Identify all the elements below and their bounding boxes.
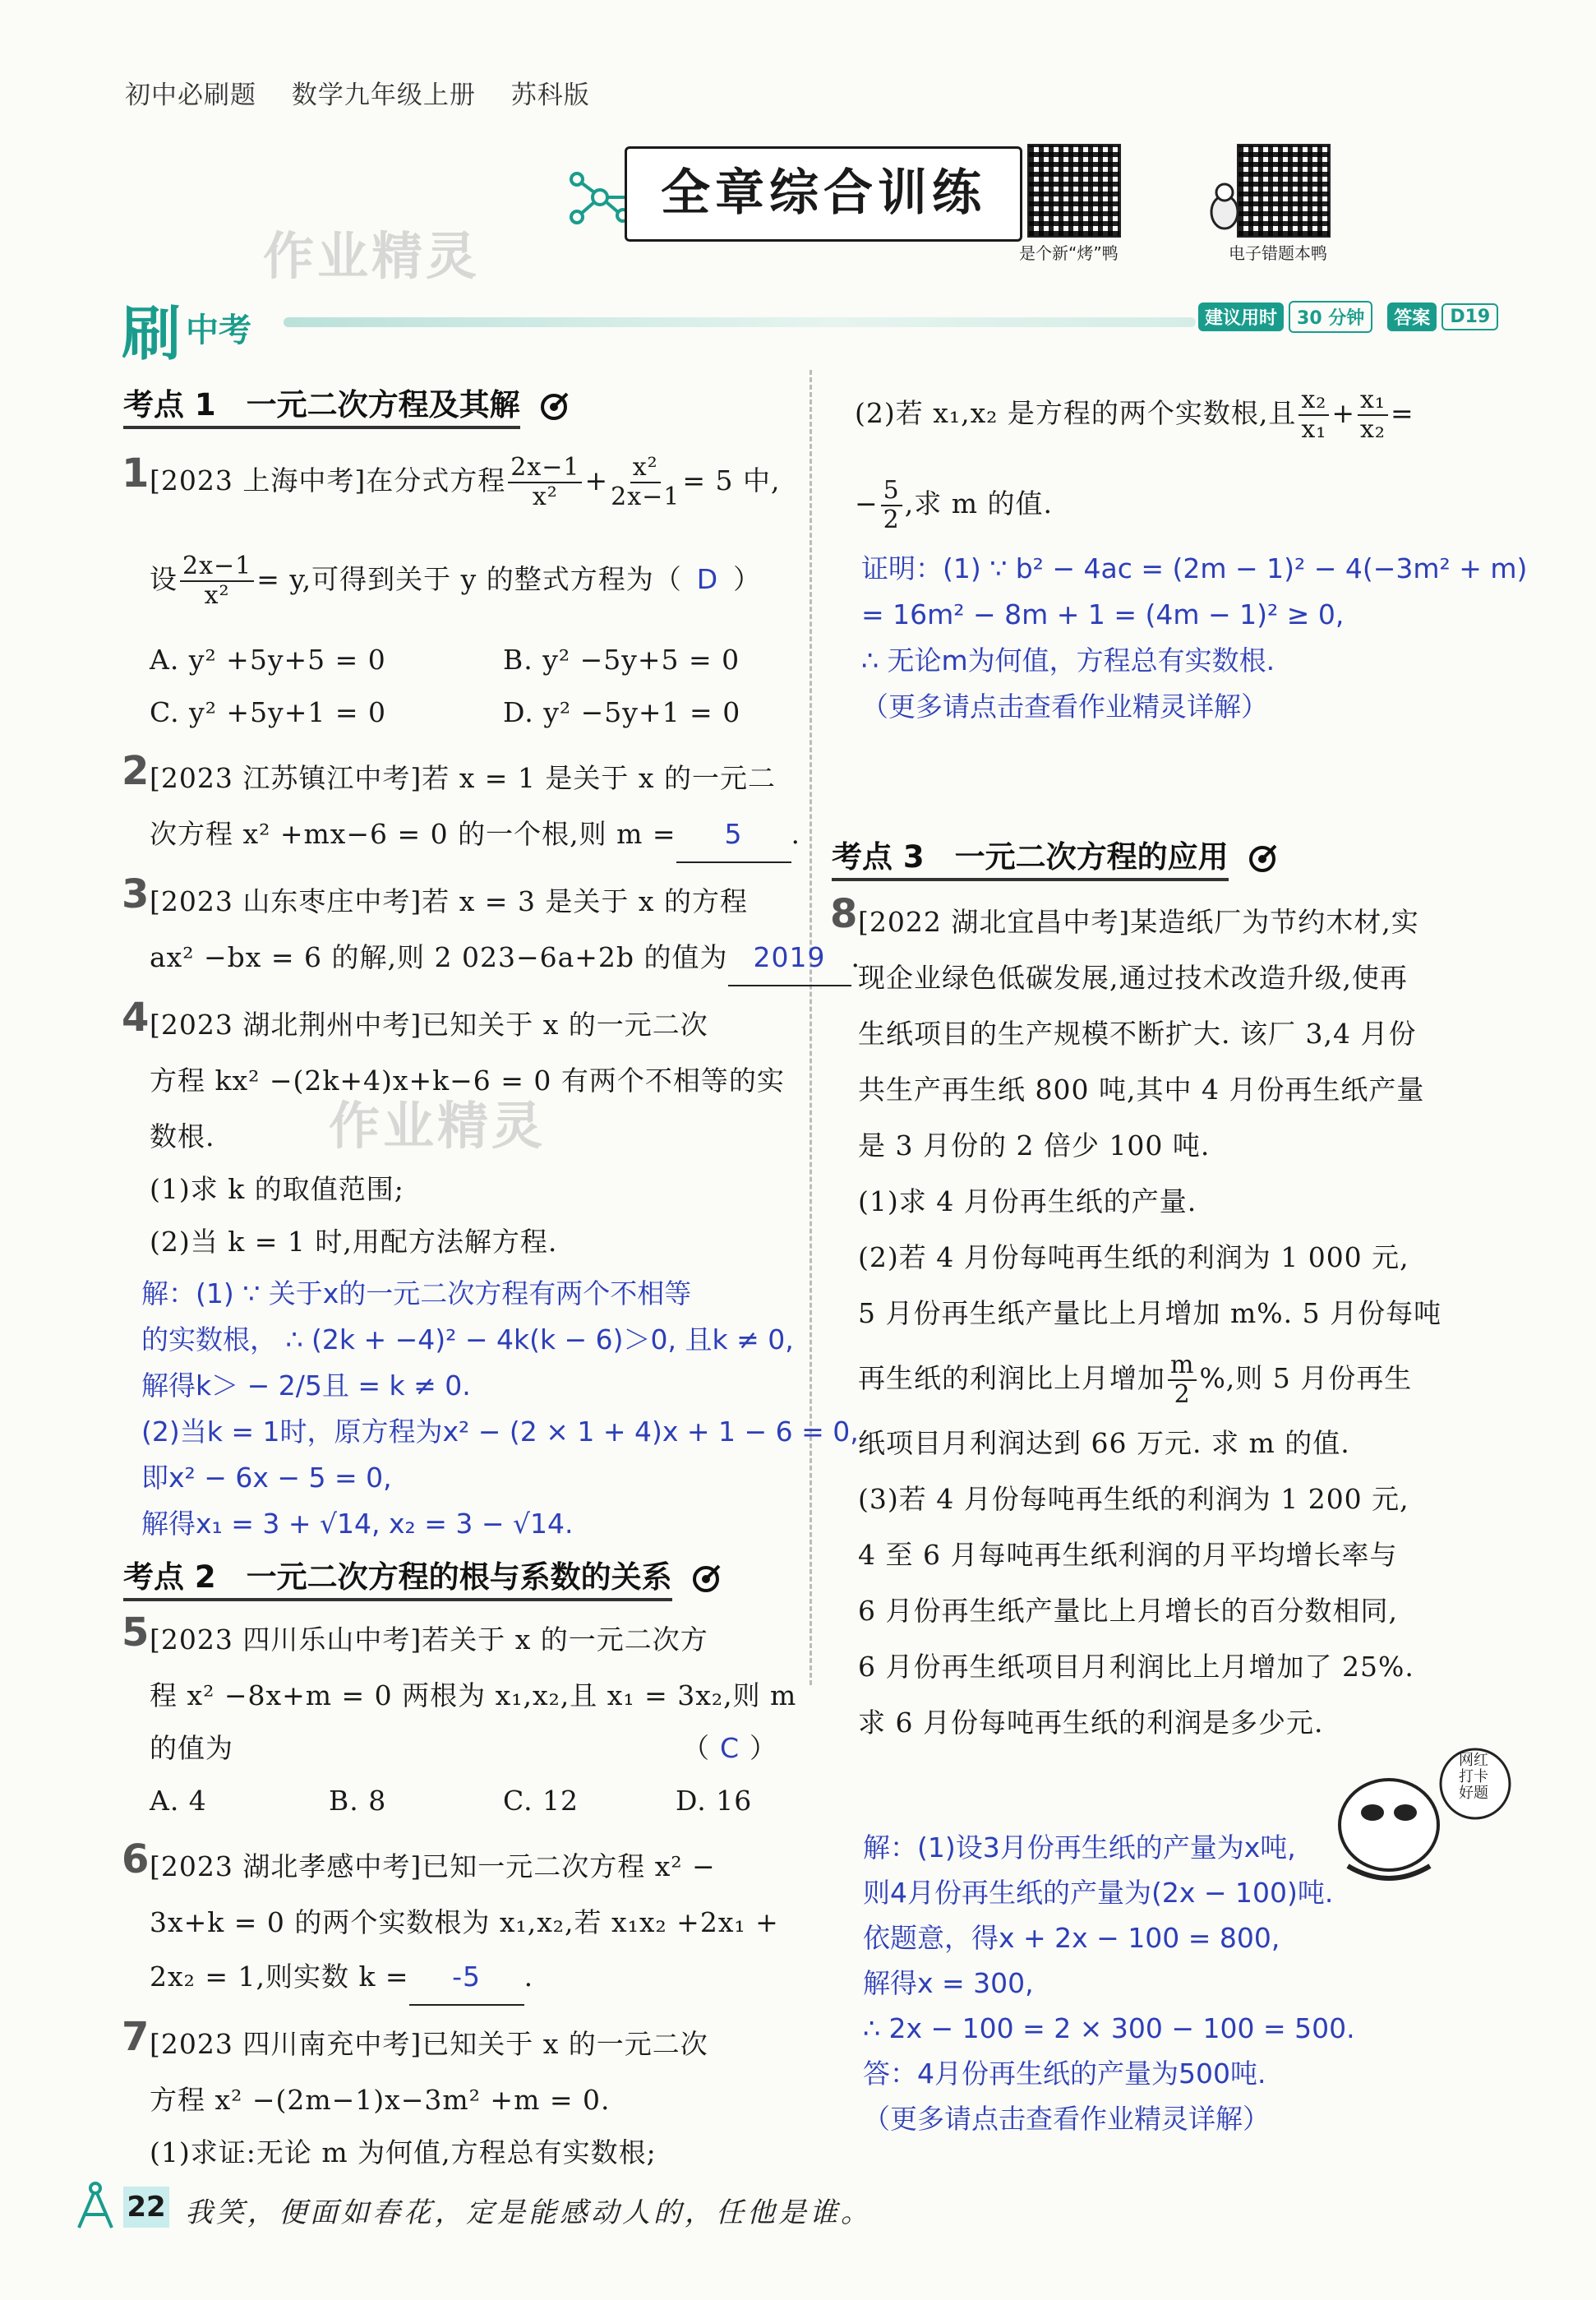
q1-option-a: A. y² +5y+5 = 0 (150, 644, 386, 676)
header-edition: 苏科版 (510, 81, 590, 110)
banner-zhongkao: 中考 (186, 312, 251, 349)
question-number: 4 (122, 995, 150, 1041)
q2-line-1: [2023 江苏镇江中考]若 x = 1 是关于 x 的一元二 (150, 762, 777, 794)
question-number: 5 (122, 1610, 150, 1656)
q5-line-1: [2023 四川乐山中考]若关于 x 的一元二次方 (150, 1623, 708, 1656)
watermark: 作业精灵 (263, 226, 481, 286)
q7-part-2-cont: − $\frac{5}{2}$ ,求 m 的值. (855, 476, 1054, 534)
q4-line-2: 方程 kx² −(2k+4)x+k−6 = 0 有两个不相等的实 (150, 1065, 785, 1097)
more-details-link[interactable]: （更多请点击查看作业精灵详解） (863, 2103, 1270, 2135)
footer-quote: 我笑，便面如春花，定是能感动人的，任他是谁。 (185, 2196, 872, 2229)
target-icon (690, 1563, 722, 1596)
chapter-title: 全章综合训练 (625, 146, 1022, 242)
section-2-title: 考点 2 一元二次方程的根与系数的关系 (123, 1552, 722, 1596)
q7-line-1: [2023 四川南充中考]已知关于 x 的一元二次 (150, 2028, 708, 2060)
q3-line-1: [2023 山东枣庄中考]若 x = 3 是关于 x 的方程 (150, 885, 749, 917)
q5-line-3: 的值为 (150, 1732, 233, 1764)
q1-line-1: [2023 上海中考]在分式方程 $\frac{2x-1}{\text{x²}}$ + $\frac{\text{x²}}{2x-1}$ = 5 中, (150, 453, 781, 511)
q4-part-2: (2)当 k = 1 时,用配方法解方程. (150, 1226, 558, 1258)
banner-shua: 刷 (122, 299, 182, 368)
q7-part-1: (1)求证:无论 m 为何值,方程总有实数根; (150, 2136, 657, 2168)
watermark: 作业精灵 (329, 1096, 547, 1156)
question-number: 1 (122, 450, 150, 496)
page-number: 22 (123, 2187, 169, 2228)
banner-rule (284, 317, 1196, 327)
compass-icon (72, 2180, 118, 2231)
q5-answer: C (720, 1732, 740, 1764)
q1-option-b: B. y² −5y+5 = 0 (503, 644, 740, 676)
q7-solution: 证明：(1) ∵ b² − 4ac = (2m − 1)² − 4(−3m² + m) = 16m² − 8m + 1 = (4m − 1)² ≥ 0, ∴ 无论m为何值，方程总有实数根. （更多请点击查看作业精灵详解） (861, 546, 1527, 730)
qr-code-1[interactable] (1027, 144, 1121, 238)
question-number: 8 (830, 891, 858, 937)
answer-code: D19 (1441, 303, 1498, 330)
time-value: 30 分钟 (1289, 301, 1372, 333)
q6-answer: -5 (452, 1961, 482, 1993)
time-badge (1198, 301, 1498, 333)
q5-option-b: B. 8 (329, 1785, 387, 1817)
q1-option-d: D. y² −5y+1 = 0 (503, 696, 741, 728)
q1-line-2: 设 $\frac{2x-1}{\text{x²}}$ = y,可得到关于 y 的整式方程为（ D ） (150, 552, 762, 610)
q2-answer: 5 (724, 818, 743, 850)
q6-line-2: 3x+k = 0 的两个实数根为 x₁,x₂,若 x₁x₂ +2x₁ + (150, 1906, 779, 1938)
q4-part-1: (1)求 k 的取值范围; (150, 1173, 404, 1205)
q5-option-a: A. 4 (150, 1785, 207, 1817)
q8-text: [2022 湖北宜昌中考]某造纸厂为节约木材,实 现企业绿色低碳发展,通过技术改造升级,使再 生纸项目的生产规模不断扩大. 该厂 3,4 月份 共生产再生纸 800 吨,其中 4 月份再生纸产量 是 3 月份的 2 倍少 100 吨. (1)求 4 月份再生纸的产量. (2)若 4 月份每吨再生纸的利润为 1 000 元, 5 月份再生纸产量比上月增加 m%. 5 月份每吨 再生纸的利润比上月增加 $\frac{m}{2}$ %,则 5 月份再生 纸项目月利润达到 66 万元. 求 m 的值. (3)若 4 月份每吨再生纸的利润为 1 200 元, 4 至 6 月每吨再生纸利润的月平均增长率与 6 月份再生纸产量比上月增长的百分数相同, 6 月份再生纸项目月利润比上月增加了 25%. 求 6 月份每吨再生纸的利润是多少元. (858, 906, 1442, 1739)
q4-solution: 解：(1) ∵ 关于x的一元二次方程有两个不相等 的实数根， ∴ (2k + −4)² − 4k(k − 6)＞0, 且k ≠ 0, 解得k＞ − 2/5且 = k ≠ 0. (2)当k = 1时，原方程为x² − (2 × 1 + 4)x + 1 − 6 = 0, 即x² − 6x − 5 = 0, 解得x₁ = 3 + √14, x₂ = 3 − √14. (141, 1277, 859, 1540)
header-series: 初中必刷题 (125, 81, 256, 110)
qr-caption-1: 是个新“烤”鸭 (1019, 243, 1119, 263)
question-number: 7 (122, 2014, 150, 2060)
header-subject: 数学九年级上册 (291, 81, 476, 110)
q3-answer: 2019 (753, 941, 826, 973)
more-details-link[interactable]: （更多请点击查看作业精灵详解） (861, 690, 1268, 723)
q5-line-2: 程 x² −8x+m = 0 两根为 x₁,x₂,且 x₁ = 3x₂,则 m (150, 1679, 797, 1711)
q5-answer-slot: （ C ） (682, 1732, 778, 1764)
qr-code-2[interactable] (1237, 144, 1331, 238)
q5-option-d: D. 16 (676, 1785, 753, 1817)
time-label: 建议用时 (1198, 303, 1284, 331)
answer-label: 答案 (1387, 303, 1437, 331)
section-3-title: 考点 3 一元二次方程的应用 (832, 832, 1279, 876)
q5-option-c: C. 12 (503, 1785, 579, 1817)
q4-line-1: [2023 湖北荆州中考]已知关于 x 的一元二次 (150, 1009, 708, 1041)
question-number: 3 (122, 871, 150, 917)
q1-answer: D (696, 563, 719, 595)
molecule-icon (567, 164, 633, 230)
section-1-title: 考点 1 一元二次方程及其解 (123, 380, 570, 424)
q7-line-2: 方程 x² −(2m−1)x−3m² +m = 0. (150, 2084, 611, 2116)
running-header (125, 74, 590, 111)
question-number: 6 (122, 1836, 150, 1882)
q3-line-2: ax² −bx = 6 的解,则 2 023−6a+2b 的值为 2019 . (150, 931, 860, 986)
q6-line-3: 2x₂ = 1,则实数 k = -5 . (150, 1950, 533, 2006)
q1-option-c: C. y² +5y+1 = 0 (150, 696, 386, 728)
q8-solution: 解：(1)设3月份再生纸的产量为x吨, 则4月份再生纸的产量为(2x − 100)吨. 依题意，得x + 2x − 100 = 800, 解得x = 300, ∴ 2x − 100 = 2 × 300 − 100 = 500. 答：4月份再生纸的产量为500吨. （更多请点击查看作业精灵详解） (863, 1825, 1355, 2141)
qr-caption-2: 电子错题本鸭 (1229, 243, 1327, 263)
q7-part-2: (2)若 x₁,x₂ 是方程的两个实数根,且 $\frac{\text{x₂}}{\text{x₁}}$ + $\frac{\text{x₁}}{\text{x₂}}$ = (855, 386, 1414, 444)
question-number: 2 (122, 748, 150, 794)
target-icon (537, 390, 570, 423)
cartoon-caption: 网红打卡好题 (1459, 1752, 1488, 1802)
target-icon (1246, 843, 1279, 875)
q2-line-2: 次方程 x² +mx−6 = 0 的一个根,则 m = 5 . (150, 807, 800, 863)
duck-icon (1208, 181, 1241, 230)
q6-line-1: [2023 湖北孝感中考]已知一元二次方程 x² − (150, 1850, 716, 1882)
q4-line-3: 数根. (150, 1120, 215, 1152)
